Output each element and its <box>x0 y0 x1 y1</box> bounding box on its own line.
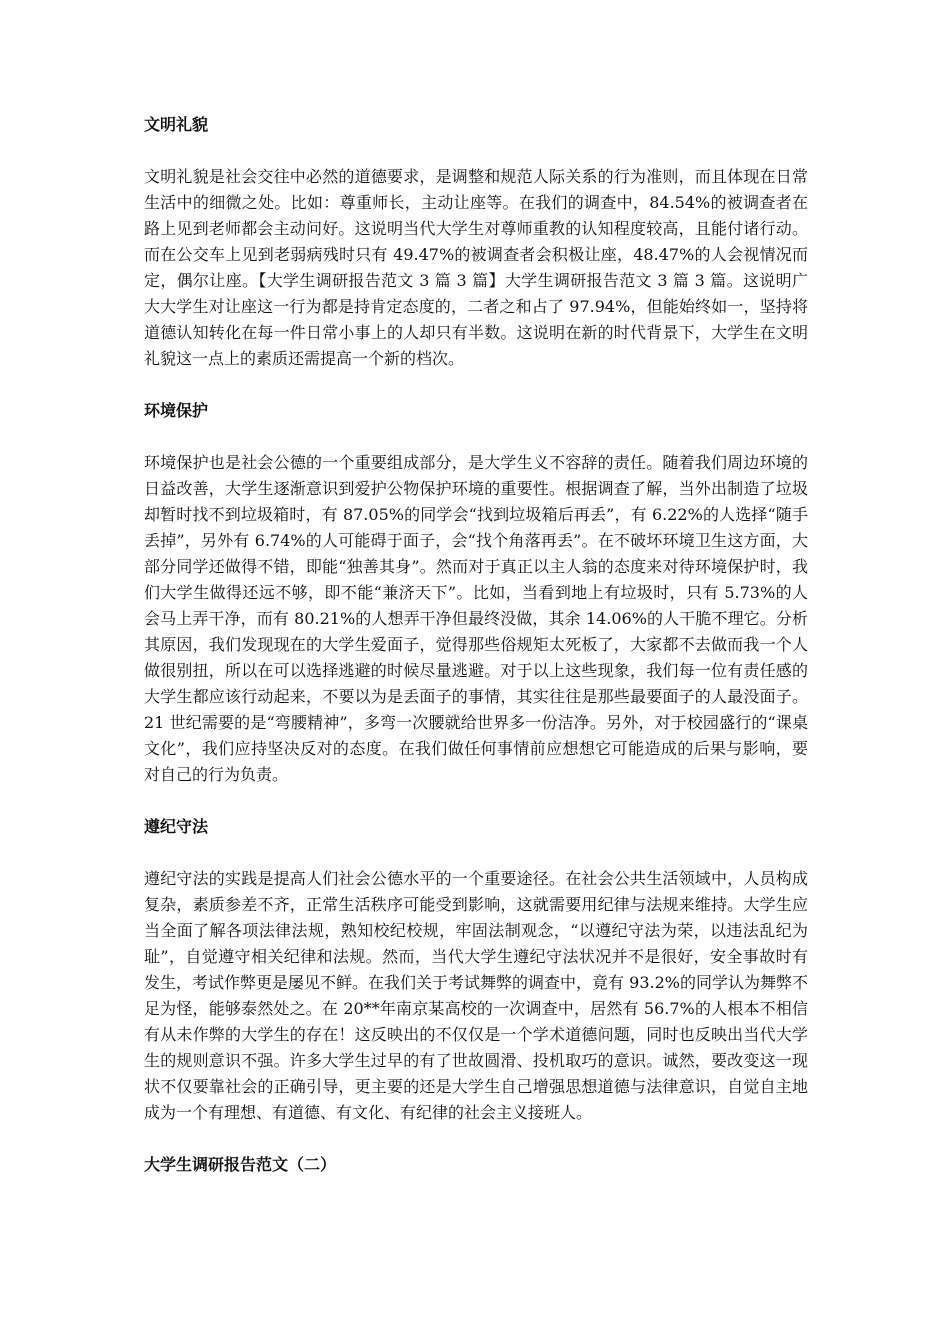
section-body-environment: 环境保护也是社会公德的一个重要组成部分，是大学生义不容辞的责任。随着我们周边环境的日益改善，大学生逐渐意识到爱护公物保护环境的重要性。根据调查了解，当外出制造了垃圾却暂时找不到垃圾箱时，有 87.05%的同学会“找到垃圾箱后再丢”，有 6.22%的人选择“随手丢掉”，另外有 6.74%的人可能碍于面子，会“找个角落再丢”。在不破坏环境卫生这方面，大部分同学还做得不错，即能“独善其身”。然而对于真正以主人翁的态度来对待环境保护时，我们大学生做得还远不够，即不能“兼济天下”。比如，当看到地上有垃圾时，只有 5.73%的人会马上弄干净，而有 80.21%的人想弄干净但最终没做，其余 14.06%的人干脆不理它。分析其原因，我们发现现在的大学生爱面子，觉得那些俗规矩太死板了，大家都不去做而我一个人做很别扭，所以在可以选择逃避的时候尽量逃避。对于以上这些现象，我们每一位有责任感的大学生都应该行动起来，不要以为是丢面子的事情，其实往往是那些最要面子的人最没面子。21 世纪需要的是“弯腰精神”，多弯一次腰就给世界多一份洁净。另外，对于校园盛行的“课桌文化”，我们应持坚决反对的态度。在我们做任何事情前应想想它可能造成的后果与影响，要对自己的行为负责。 <box>144 453 808 784</box>
section-body-law: 遵纪守法的实践是提高人们社会公德水平的一个重要途径。在社会公共生活领域中，人员构成复杂，素质参差不齐，正常生活秩序可能受到影响，这就需要用纪律与法规来维持。大学生应当全面了解各项法律法规，熟知校纪校规，牢固法制观念，“以遵纪守法为荣，以违法乱纪为耻”，自觉遵守相关纪律和法规。然而，当代大学生遵纪守法状况并不是很好，安全事故时有发生，考试作弊更是屡见不鲜。在我们关于考试舞弊的调查中，竟有 93.2%的同学认为舞弊不足为怪，能够泰然处之。在 20**年南京某高校的一次调查中，居然有 56.7%的人根本不相信有从未作弊的大学生的存在！这反映出的不仅仅是一个学术道德问题，同时也反映出当代大学生的规则意识不强。许多大学生过早的有了世故圆滑、投机取巧的意识。诚然，要改变这一现状不仅要靠社会的正确引导，更主要的还是大学生自己增强思想道德与法律意识，自觉自主地成为一个有理想、有道德、有文化、有纪律的社会主义接班人。 <box>144 869 808 1122</box>
document-page <box>144 112 808 1178</box>
section-heading-law: 遵纪守法 <box>144 817 209 836</box>
section-heading-civility: 文明礼貌 <box>144 115 209 134</box>
next-report-heading: 大学生调研报告范文（二） <box>144 1155 337 1174</box>
section-body-civility: 文明礼貌是社会交往中必然的道德要求，是调整和规范人际关系的行为准则，而且体现在日常生活中的细微之处。比如：尊重师长，主动让座等。在我们的调查中，84.54%的被调查者在路上见到老师都会主动问好。这说明当代大学生对尊师重教的认知程度较高，且能付诸行动。而在公交车上见到老弱病残时只有 49.47%的被调查者会积极让座，48.47%的人会视情况而定，偶尔让座。【大学生调研报告范文 3 篇 3 篇】大学生调研报告范文 3 篇 3 篇。这说明广大大学生对让座这一行为都是持肯定态度的，二者之和占了 97.94%，但能始终如一，坚持将道德认知转化在每一件日常小事上的人却只有半数。这说明在新的时代背景下，大学生在文明礼貌这一点上的素质还需提高一个新的档次。 <box>144 167 808 368</box>
section-heading-environment: 环境保护 <box>144 401 209 420</box>
